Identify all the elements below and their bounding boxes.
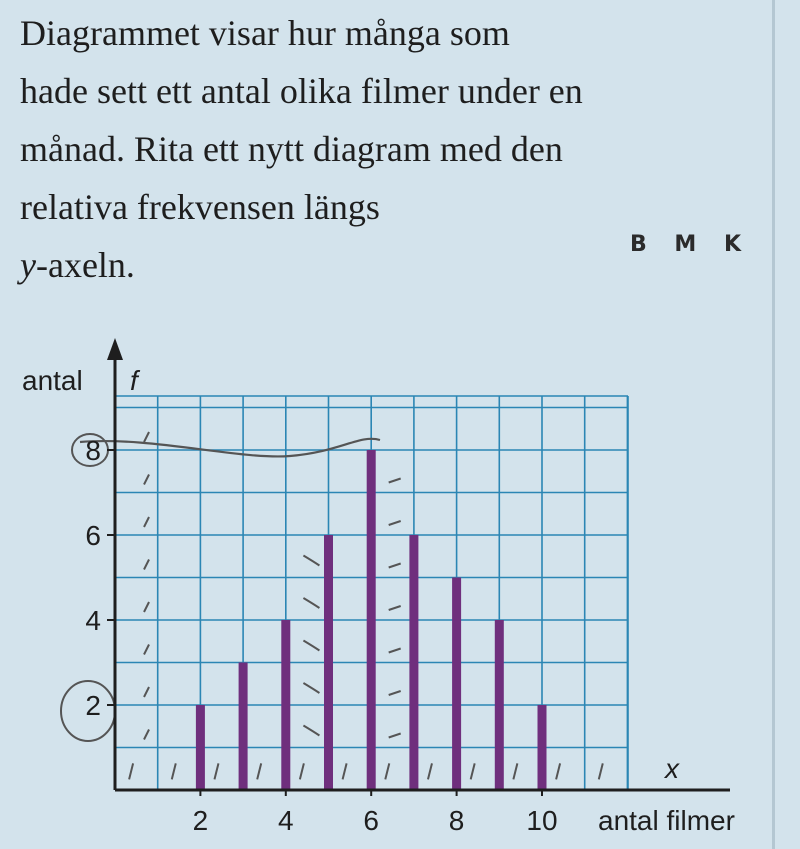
pencil-wave-line: [80, 439, 380, 457]
problem-line-1: Diagrammet visar hur många som: [20, 13, 510, 53]
x-axis-label-antal-filmer: antal filmer: [598, 805, 735, 836]
x-tick-label: 2: [192, 805, 209, 836]
bar: [324, 535, 333, 790]
y-tick-label: 2: [85, 690, 101, 721]
tally-mark: [144, 432, 149, 442]
tally-mark: [303, 726, 319, 736]
problem-line-5-rest: -axeln.: [35, 245, 135, 285]
tally-mark: [144, 517, 149, 527]
y-tick-label: 8: [85, 435, 101, 466]
tally-mark: [389, 564, 401, 568]
x-axis-label-x: x: [665, 753, 679, 784]
tally-mark: [172, 763, 176, 779]
tally-mark: [343, 763, 347, 779]
tally-mark: [389, 734, 401, 738]
tally-mark: [389, 521, 401, 525]
problem-line-4: relativa frekvensen längs: [20, 187, 380, 227]
bar: [196, 705, 205, 790]
tally-mark: [144, 730, 149, 740]
tally-mark: [303, 556, 319, 566]
y-tick-label: 6: [85, 520, 101, 551]
difficulty-levels: B M K: [630, 232, 752, 257]
tally-mark: [144, 687, 149, 697]
y-tick-label: 4: [85, 605, 101, 636]
bar: [239, 663, 248, 791]
bar: [538, 705, 547, 790]
tally-mark: [144, 645, 149, 655]
tally-mark: [144, 602, 149, 612]
tally-mark: [303, 683, 319, 693]
x-tick-label: 8: [448, 805, 465, 836]
tally-mark: [257, 763, 261, 779]
tally-mark: [513, 763, 517, 779]
x-tick-label: 6: [363, 805, 379, 836]
problem-line-3: månad. Rita ett nytt diagram med den: [20, 129, 563, 169]
tally-mark: [471, 763, 475, 779]
x-tick-label: 4: [278, 805, 294, 836]
tally-mark: [556, 763, 560, 779]
bar: [367, 450, 376, 790]
tally-mark: [303, 598, 319, 608]
tally-mark: [389, 479, 401, 483]
problem-line-2: hade sett ett antal olika filmer under en: [20, 71, 583, 111]
tally-mark: [144, 475, 149, 485]
tally-mark: [385, 763, 389, 779]
tally-mark: [389, 649, 401, 653]
tally-mark: [599, 763, 603, 779]
tally-mark: [300, 763, 304, 779]
tally-mark: [389, 606, 401, 610]
y-variable: y: [20, 245, 36, 285]
tally-mark: [144, 560, 149, 570]
tally-mark: [389, 691, 401, 695]
y-axis-arrow-icon: [107, 338, 123, 360]
bar: [495, 620, 504, 790]
tally-mark: [214, 763, 218, 779]
bar: [409, 535, 418, 790]
tally-mark: [428, 763, 432, 779]
x-tick-label: 10: [526, 805, 558, 836]
y-axis-label-antal: antal: [22, 365, 83, 396]
bar: [452, 578, 461, 791]
tally-mark: [129, 763, 133, 779]
tally-mark: [303, 641, 319, 651]
bar: [281, 620, 290, 790]
y-axis-label-f: f: [130, 365, 138, 396]
